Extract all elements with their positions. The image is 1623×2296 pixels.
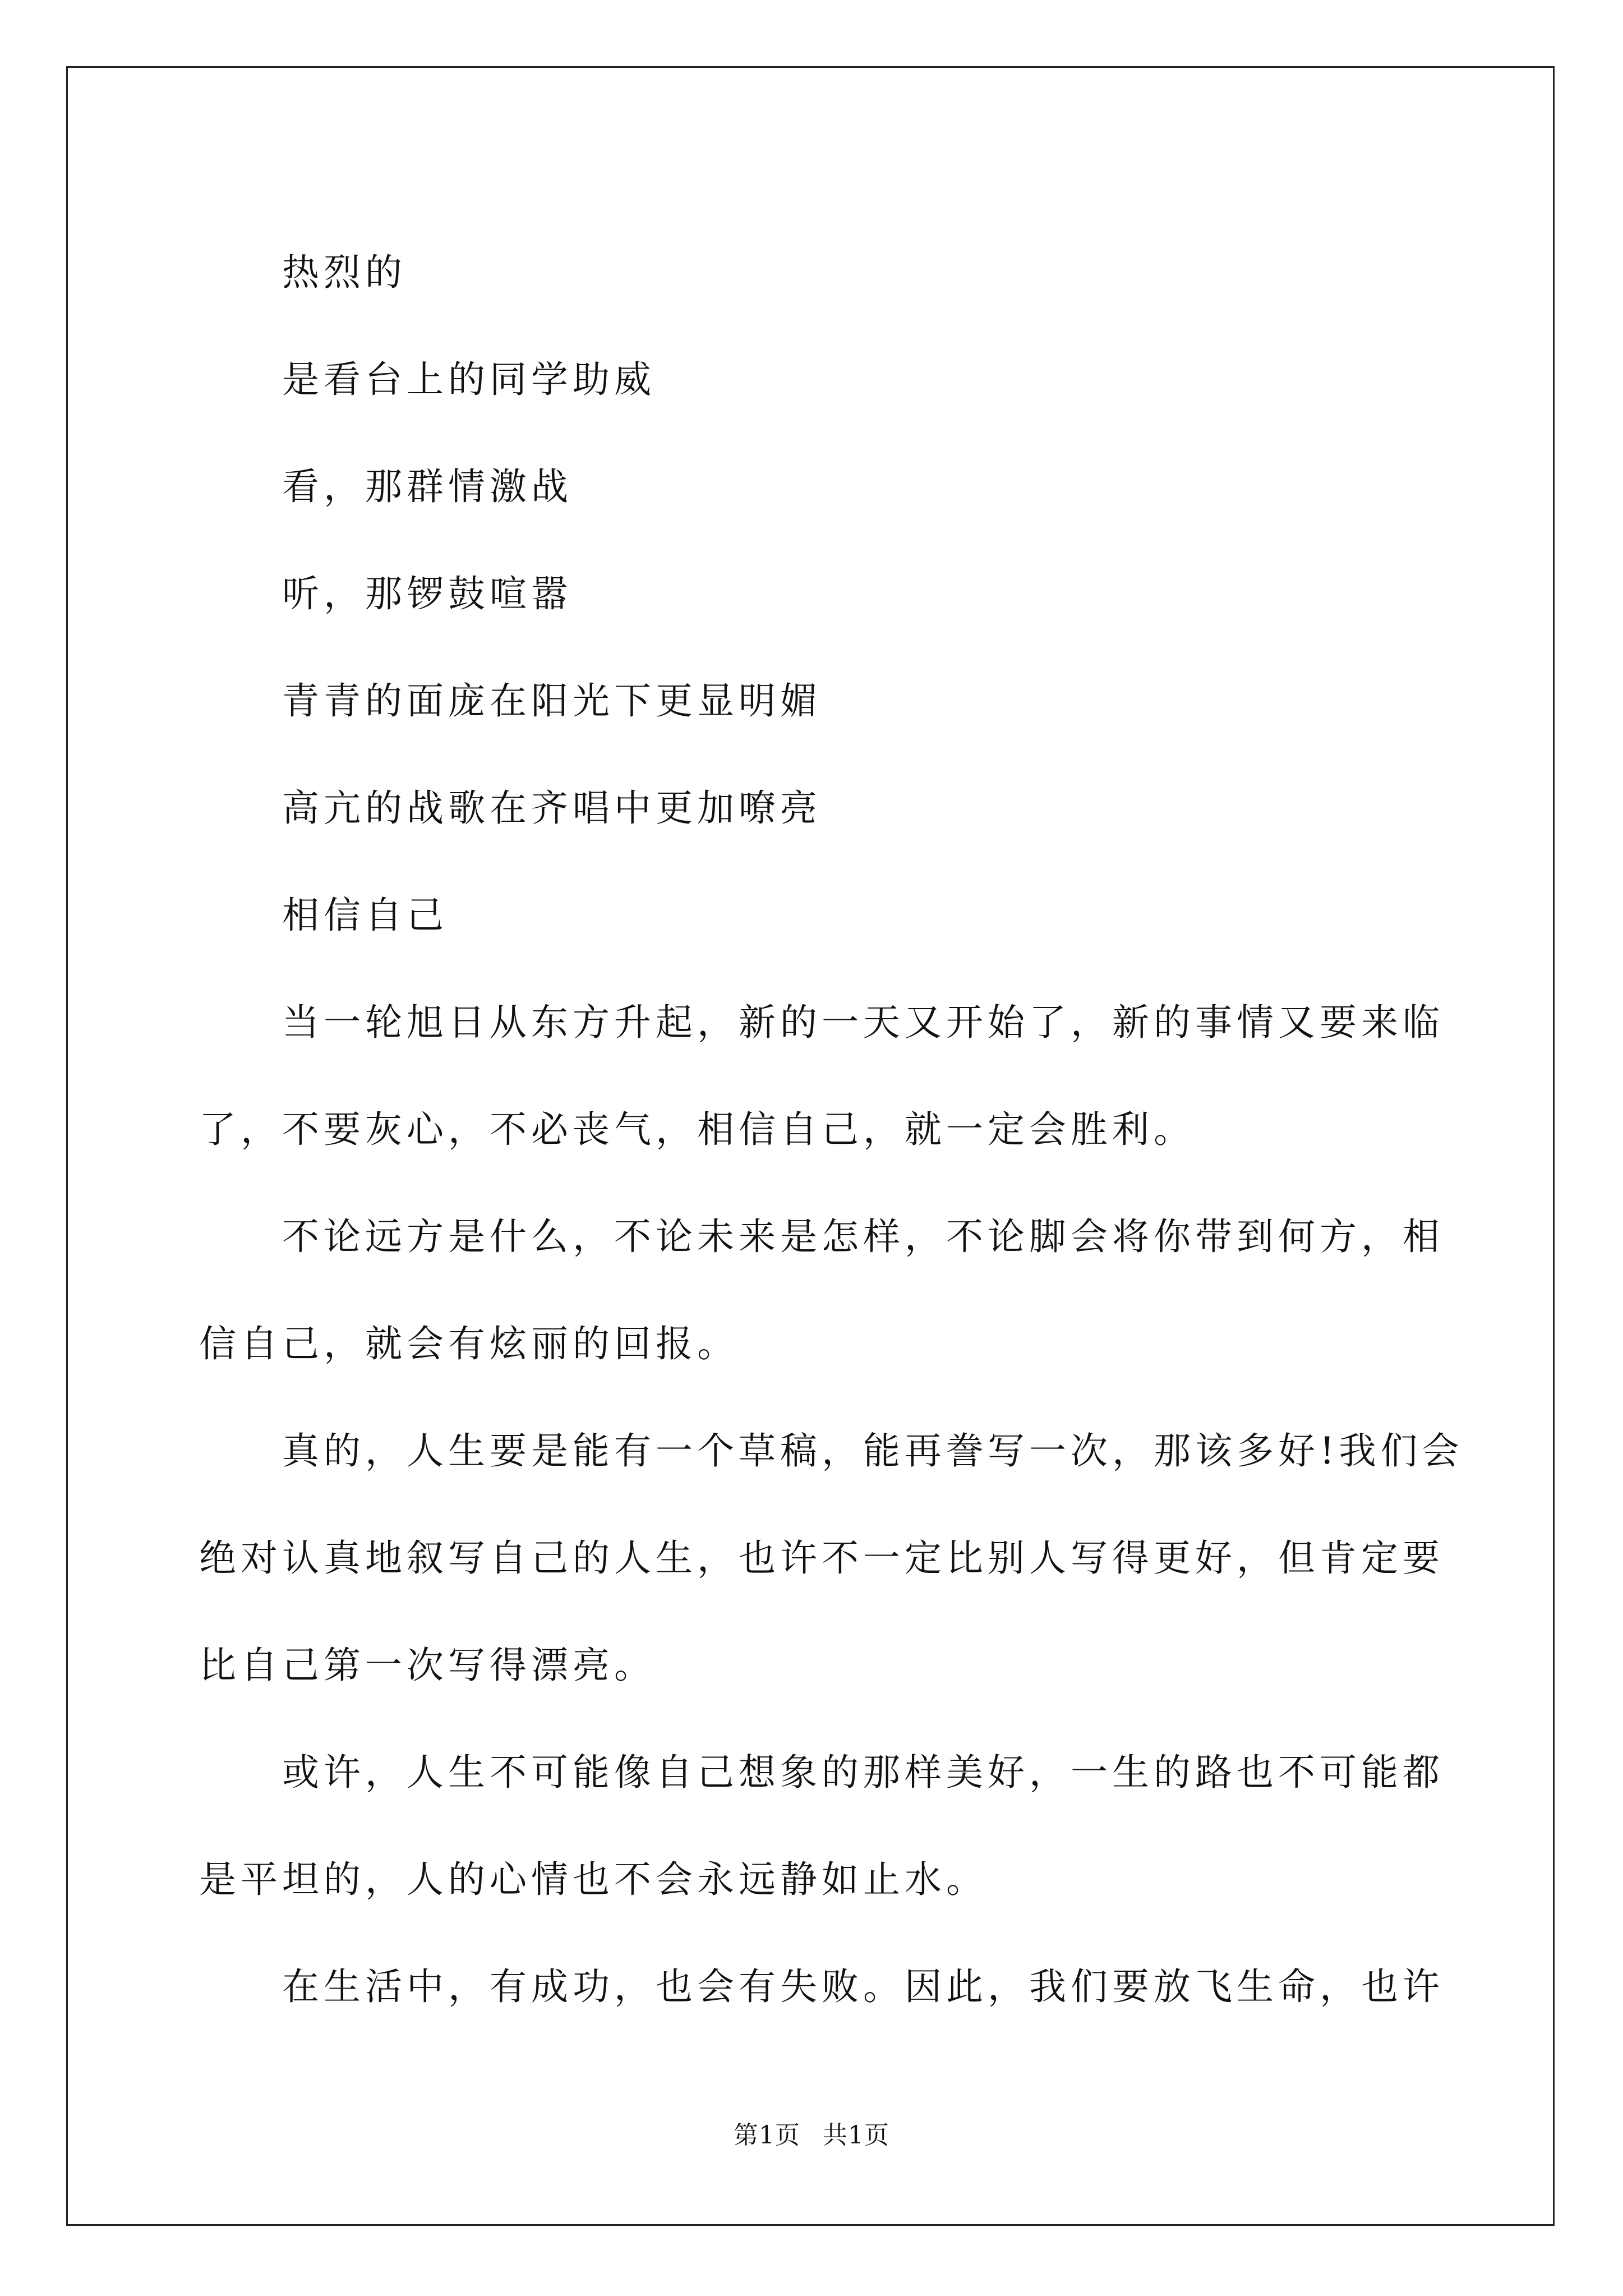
- document-body: [199, 219, 1464, 2040]
- paragraph-line: 信自己，就会有炫丽的回报。: [199, 1322, 739, 1365]
- page-total: 共1页: [823, 2121, 889, 2150]
- paragraph-line: 或许，人生不可能像自己想象的那样美好，一生的路也不可能都: [282, 1751, 1444, 1794]
- text-line: 热烈的: [282, 251, 407, 294]
- paragraph-line: 当一轮旭日从东方升起，新的一天又开始了，新的事情又要来临: [282, 1001, 1444, 1044]
- page-number: 第1页: [734, 2121, 800, 2150]
- paragraph-line: 不论远方是什么，不论未来是怎样，不论脚会将你带到何方，相: [282, 1215, 1444, 1258]
- paragraph-line: 绝对认真地叙写自己的人生，也许不一定比别人写得更好，但肯定要: [199, 1536, 1444, 1580]
- text-line: 青青的面庞在阳光下更显明媚: [282, 679, 822, 723]
- paragraph-line: 真的，人生要是能有一个草稿，能再誊写一次，那该多好!我们会: [282, 1429, 1464, 1473]
- page-footer: [0, 2115, 1623, 2151]
- paragraph-line: 比自己第一次写得漂亮。: [199, 1644, 656, 1687]
- text-line: 高亢的战歌在齐唱中更加嘹亮: [282, 786, 822, 830]
- paragraph-line: 在生活中，有成功，也会有失败。因此，我们要放飞生命，也许: [282, 1965, 1444, 2008]
- paragraph-line: 了，不要灰心，不必丧气，相信自己，就一定会胜利。: [199, 1108, 1195, 1151]
- text-line: 是看台上的同学助威: [282, 358, 656, 401]
- paragraph-line: 是平坦的，人的心情也不会永远静如止水。: [199, 1858, 988, 1901]
- section-heading: 相信自己: [282, 894, 448, 937]
- text-line: 看，那群情激战: [282, 465, 573, 508]
- text-line: 听，那锣鼓喧嚣: [282, 572, 573, 615]
